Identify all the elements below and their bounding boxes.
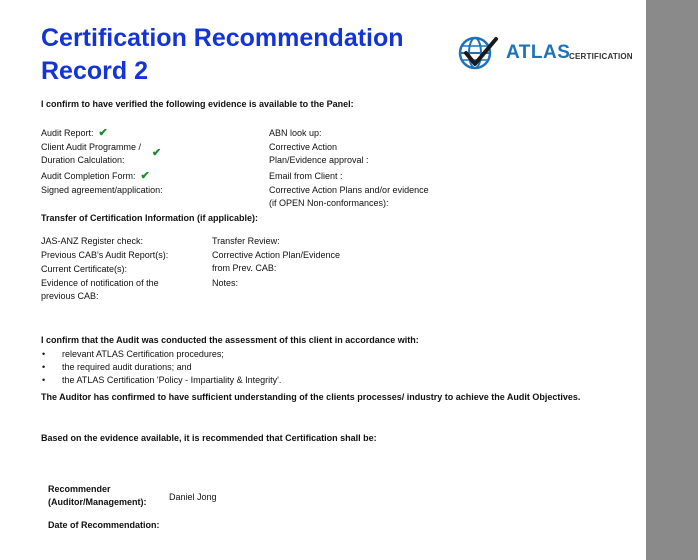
corrective-action-plans-label: Corrective Action Plans and/or evidence: [269, 185, 429, 195]
recommendation-statement: Based on the evidence available, it is recommended that Certification shall be:: [41, 433, 377, 443]
notes-label: Notes:: [212, 278, 239, 288]
title-line-2: Record 2: [41, 57, 148, 85]
audit-completion-form-label: Audit Completion Form: ✔: [41, 170, 150, 182]
confirmation-heading: I confirm that the Audit was conducted the assessment of this client in accordance with:: [41, 335, 419, 345]
bullet-procedures: relevant ATLAS Certification procedures;: [62, 349, 224, 359]
email-from-client-label: Email from Client :: [269, 171, 343, 181]
audit-report-label: Audit Report: ✔: [41, 127, 108, 139]
plan-evidence-approval-label: Plan/Evidence approval :: [269, 155, 369, 165]
evidence-intro: I confirm to have verified the following evidence is available to the Panel:: [41, 99, 354, 109]
title-line-1: Certification Recommendation: [41, 24, 404, 52]
transfer-heading: Transfer of Certification Information (if applicable):: [41, 213, 259, 223]
abn-lookup-label: ABN look up:: [269, 128, 322, 138]
atlas-logo: [456, 33, 641, 73]
bullet-dot: •: [42, 375, 46, 385]
corrective-action-label: Corrective Action: [269, 142, 338, 152]
logo-word: ATLAS: [506, 42, 571, 63]
logo-subtitle: CERTIFICATION: [569, 52, 633, 61]
auditor-statement: The Auditor has confirmed to have sufficient understanding of the clients processes/ industry to achieve the Audit Objectives.: [41, 392, 581, 402]
bullet-policy: the ATLAS Certification 'Policy - Impartiality & Integrity'.: [62, 375, 282, 385]
current-certificates-label: Current Certificate(s):: [41, 264, 128, 274]
client-audit-programme-label: Client Audit Programme /: [41, 142, 142, 152]
page-title: [41, 22, 441, 88]
transfer-review-label: Transfer Review:: [212, 236, 280, 246]
bullet-dot: •: [42, 349, 46, 359]
signed-agreement-label: Signed agreement/application:: [41, 185, 163, 195]
client-audit-programme-check-icon: ✔: [152, 147, 162, 159]
open-nonconformances-label: (if OPEN Non-conformances):: [269, 198, 389, 208]
recommender-label: Recommender: [48, 484, 111, 494]
globe-check-icon: [456, 33, 498, 73]
date-of-recommendation-label: Date of Recommendation:: [48, 520, 160, 530]
from-prev-cab-label: from Prev. CAB:: [212, 263, 277, 273]
audit-report-check-icon: ✔: [98, 127, 108, 139]
previous-cab-label: previous CAB:: [41, 291, 99, 301]
bullet-dot: •: [42, 362, 46, 372]
corrective-action-plan-evidence-label: Corrective Action Plan/Evidence: [212, 250, 341, 260]
recommender-name: Daniel Jong: [169, 492, 217, 502]
audit-completion-check-icon: ✔: [140, 170, 150, 182]
jasanz-register-label: JAS-ANZ Register check:: [41, 236, 144, 246]
duration-calculation-label: Duration Calculation:: [41, 155, 125, 165]
previous-cab-report-label: Previous CAB's Audit Report(s):: [41, 250, 169, 260]
bullet-durations: the required audit durations; and: [62, 362, 192, 372]
evidence-notification-label: Evidence of notification of the: [41, 278, 159, 288]
recommender-role-label: (Auditor/Management):: [48, 497, 147, 507]
